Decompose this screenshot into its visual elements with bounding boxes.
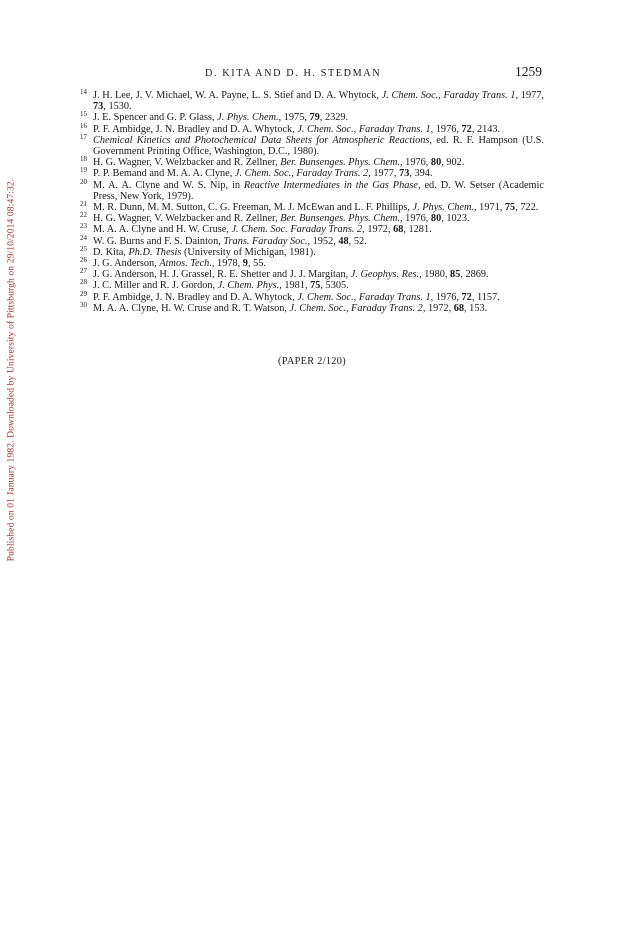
- reference-item: [80, 269, 544, 280]
- reference-number: 14: [80, 88, 87, 96]
- reference-number: 18: [80, 155, 87, 164]
- reference-text: , 1981,: [279, 280, 311, 292]
- reference-number: 22: [80, 211, 87, 220]
- reference-text: , 394.: [409, 168, 433, 180]
- reference-text: M. R. Dunn, M. M. Sutton, C. G. Freeman, M. J. McEwan and L. F. Phillips,: [93, 202, 413, 214]
- reference-text: , 1977,: [515, 90, 544, 101]
- reference-number: 20: [80, 177, 87, 186]
- reference-item: [80, 224, 544, 235]
- reference-text: , ed. D. W. Setser (Academic Press, New York, 1979).: [93, 179, 544, 202]
- download-watermark: [1, 150, 21, 590]
- reference-text: , 1972,: [422, 302, 454, 314]
- reference-volume: 75: [310, 280, 321, 292]
- reference-list: [80, 90, 544, 314]
- reference-text: , 1976,: [430, 291, 462, 303]
- page-number: 1259: [515, 64, 542, 79]
- reference-text: , 902.: [441, 157, 465, 169]
- reference-text: J. C. Miller and R. J. Gordon,: [93, 280, 218, 292]
- reference-title: J. Chem. Phys.: [217, 280, 280, 292]
- reference-title: J. Chem. Soc., Faraday Trans. 2: [289, 302, 423, 314]
- reference-text: M. A. A. Clyne, H. W. Cruse and R. T. Watson,: [93, 302, 290, 314]
- reference-number: 19: [80, 166, 87, 175]
- reference-text: , 2869.: [460, 269, 489, 281]
- reference-text: , 5305.: [320, 280, 349, 292]
- reference-text: , 2329.: [319, 112, 349, 124]
- reference-text: , 2143.: [471, 123, 501, 135]
- reference-number: 27: [80, 267, 87, 276]
- running-head: D. KITA AND D. H. STEDMAN: [205, 68, 382, 79]
- reference-item: [80, 233, 544, 247]
- reference-volume: 9: [242, 258, 248, 270]
- reference-item: [80, 168, 544, 179]
- reference-text: , 52.: [348, 235, 367, 247]
- reference-title: J. Chem. Soc., Faraday Trans. 1: [381, 90, 516, 101]
- reference-volume: 80: [430, 213, 442, 225]
- reference-text: , 1281.: [403, 224, 432, 236]
- reference-text: , 1980,: [419, 269, 451, 281]
- reference-title: J. Geophys. Res.: [350, 269, 420, 281]
- reference-text: D. Kita,: [93, 246, 129, 258]
- reference-title: Chemical Kinetics and Photochemical Data Sheets for Atmospheric Reactions: [93, 134, 430, 146]
- reference-volume: 48: [338, 235, 349, 247]
- reference-item: [80, 112, 544, 123]
- reference-text: , 1530.: [103, 101, 132, 113]
- reference-text: J. E. Spencer and G. P. Glass,: [93, 112, 218, 124]
- reference-text: M. A. A. Clyne and H. W. Cruse,: [93, 224, 232, 236]
- reference-volume: 80: [430, 157, 442, 169]
- reference-text: , 55.: [247, 258, 266, 270]
- reference-text: , 1978,: [211, 258, 243, 270]
- reference-item: [80, 90, 544, 112]
- reference-text: , 1976,: [400, 213, 431, 225]
- reference-volume: 85: [450, 269, 461, 281]
- reference-title: J. Phys. Chem.: [217, 112, 279, 124]
- reference-text: , 1023.: [441, 213, 470, 225]
- reference-volume: 75: [504, 202, 516, 214]
- reference-text: , 1975,: [278, 112, 310, 124]
- reference-number: 30: [80, 300, 87, 309]
- reference-title: J. Chem. Soc. Faraday Trans. 2: [231, 224, 363, 236]
- reference-volume: 73: [399, 168, 410, 180]
- reference-volume: 68: [393, 224, 404, 236]
- reference-item: [80, 202, 544, 213]
- reference-text: , 1976,: [400, 157, 431, 169]
- reference-text: , 1976,: [430, 123, 462, 135]
- reference-text: H. G. Wagner, V. Welzbacker and R. Zellner,: [93, 157, 281, 169]
- reference-text: , 153.: [464, 302, 488, 314]
- download-watermark-text: Published on 01 January 1982. Downloaded by University of Pittsburgh on 29/10/2014 08:47:32.: [5, 178, 17, 562]
- reference-number: 25: [80, 244, 87, 253]
- reference-number: 23: [80, 222, 87, 231]
- paper-identifier: (PAPER 2/120): [278, 356, 346, 367]
- reference-title: J. Chem. Soc., Faraday Trans. 2: [234, 168, 369, 180]
- reference-item: [80, 258, 544, 269]
- reference-text: , 1977,: [368, 168, 400, 180]
- reference-number: 21: [80, 200, 87, 209]
- reference-item: [80, 132, 544, 158]
- reference-text: H. G. Wagner, V. Welzbacker and R. Zellner,: [93, 213, 281, 225]
- reference-number: 28: [80, 278, 87, 287]
- reference-text: W. G. Burns and F. S. Dainton,: [93, 235, 224, 247]
- reference-item: [80, 280, 544, 291]
- reference-item: [80, 300, 544, 314]
- reference-text: , ed. R. F. Hampson (U.S. Government Printing Office, Washington, D.C., 1980).: [93, 134, 544, 158]
- reference-number: 17: [80, 132, 87, 141]
- reference-text: J. H. Lee, J. V. Michael, W. A. Payne, L. S. Stief and D. A. Whytock,: [93, 90, 382, 101]
- reference-volume: 79: [309, 112, 320, 124]
- reference-number: 16: [80, 121, 87, 130]
- reference-number: 15: [80, 110, 87, 119]
- reference-item: [80, 177, 544, 202]
- reference-title: Ber. Bunsenges. Phys. Chem.: [280, 213, 401, 225]
- reference-item: [80, 244, 544, 258]
- reference-text: , 722.: [515, 202, 539, 214]
- reference-text: J. G. Anderson, H. J. Grassel, R. E. Shetter and J. J. Margitan,: [93, 269, 351, 281]
- reference-text: , 1972,: [362, 224, 394, 236]
- reference-title: Reactive Intermediates in the Gas Phase: [243, 179, 418, 191]
- page-header: [80, 64, 542, 84]
- reference-text: , 1157.: [471, 291, 500, 303]
- reference-text: (University of Michigan, 1981).: [181, 246, 316, 258]
- reference-volume: 68: [453, 302, 465, 314]
- reference-text: , 1952,: [307, 235, 339, 247]
- reference-item: [80, 157, 544, 168]
- reference-title: Ber. Bunsenges. Phys. Chem.: [280, 157, 401, 169]
- reference-item: [80, 121, 544, 135]
- reference-title: Trans. Faraday Soc.: [223, 235, 308, 247]
- reference-number: 26: [80, 256, 87, 265]
- reference-text: P. F. Ambidge, J. N. Bradley and D. A. Whytock,: [93, 291, 298, 303]
- reference-text: M. A. A. Clyne and W. S. Nip, in: [93, 179, 244, 191]
- reference-volume: 72: [461, 123, 472, 135]
- reference-volume: 73: [93, 101, 104, 113]
- reference-number: 24: [80, 233, 87, 242]
- reference-text: P. F. Ambidge, J. N. Bradley and D. A. Whytock,: [93, 123, 298, 135]
- reference-title: J. Chem. Soc., Faraday Trans. 1: [297, 291, 431, 303]
- reference-title: Atmos. Tech.: [159, 258, 212, 270]
- reference-text: , 1971,: [474, 202, 505, 214]
- reference-item: [80, 289, 544, 303]
- reference-item: [80, 213, 544, 224]
- reference-text: P. P. Bemand and M. A. A. Clyne,: [93, 168, 235, 180]
- reference-title: J. Chem. Soc., Faraday Trans. 1: [297, 123, 431, 135]
- reference-title: Ph.D. Thesis: [128, 246, 182, 258]
- reference-number: 29: [80, 289, 87, 298]
- reference-title: J. Phys. Chem.: [412, 202, 475, 214]
- reference-volume: 72: [461, 291, 472, 303]
- reference-text: J. G. Anderson,: [93, 258, 160, 270]
